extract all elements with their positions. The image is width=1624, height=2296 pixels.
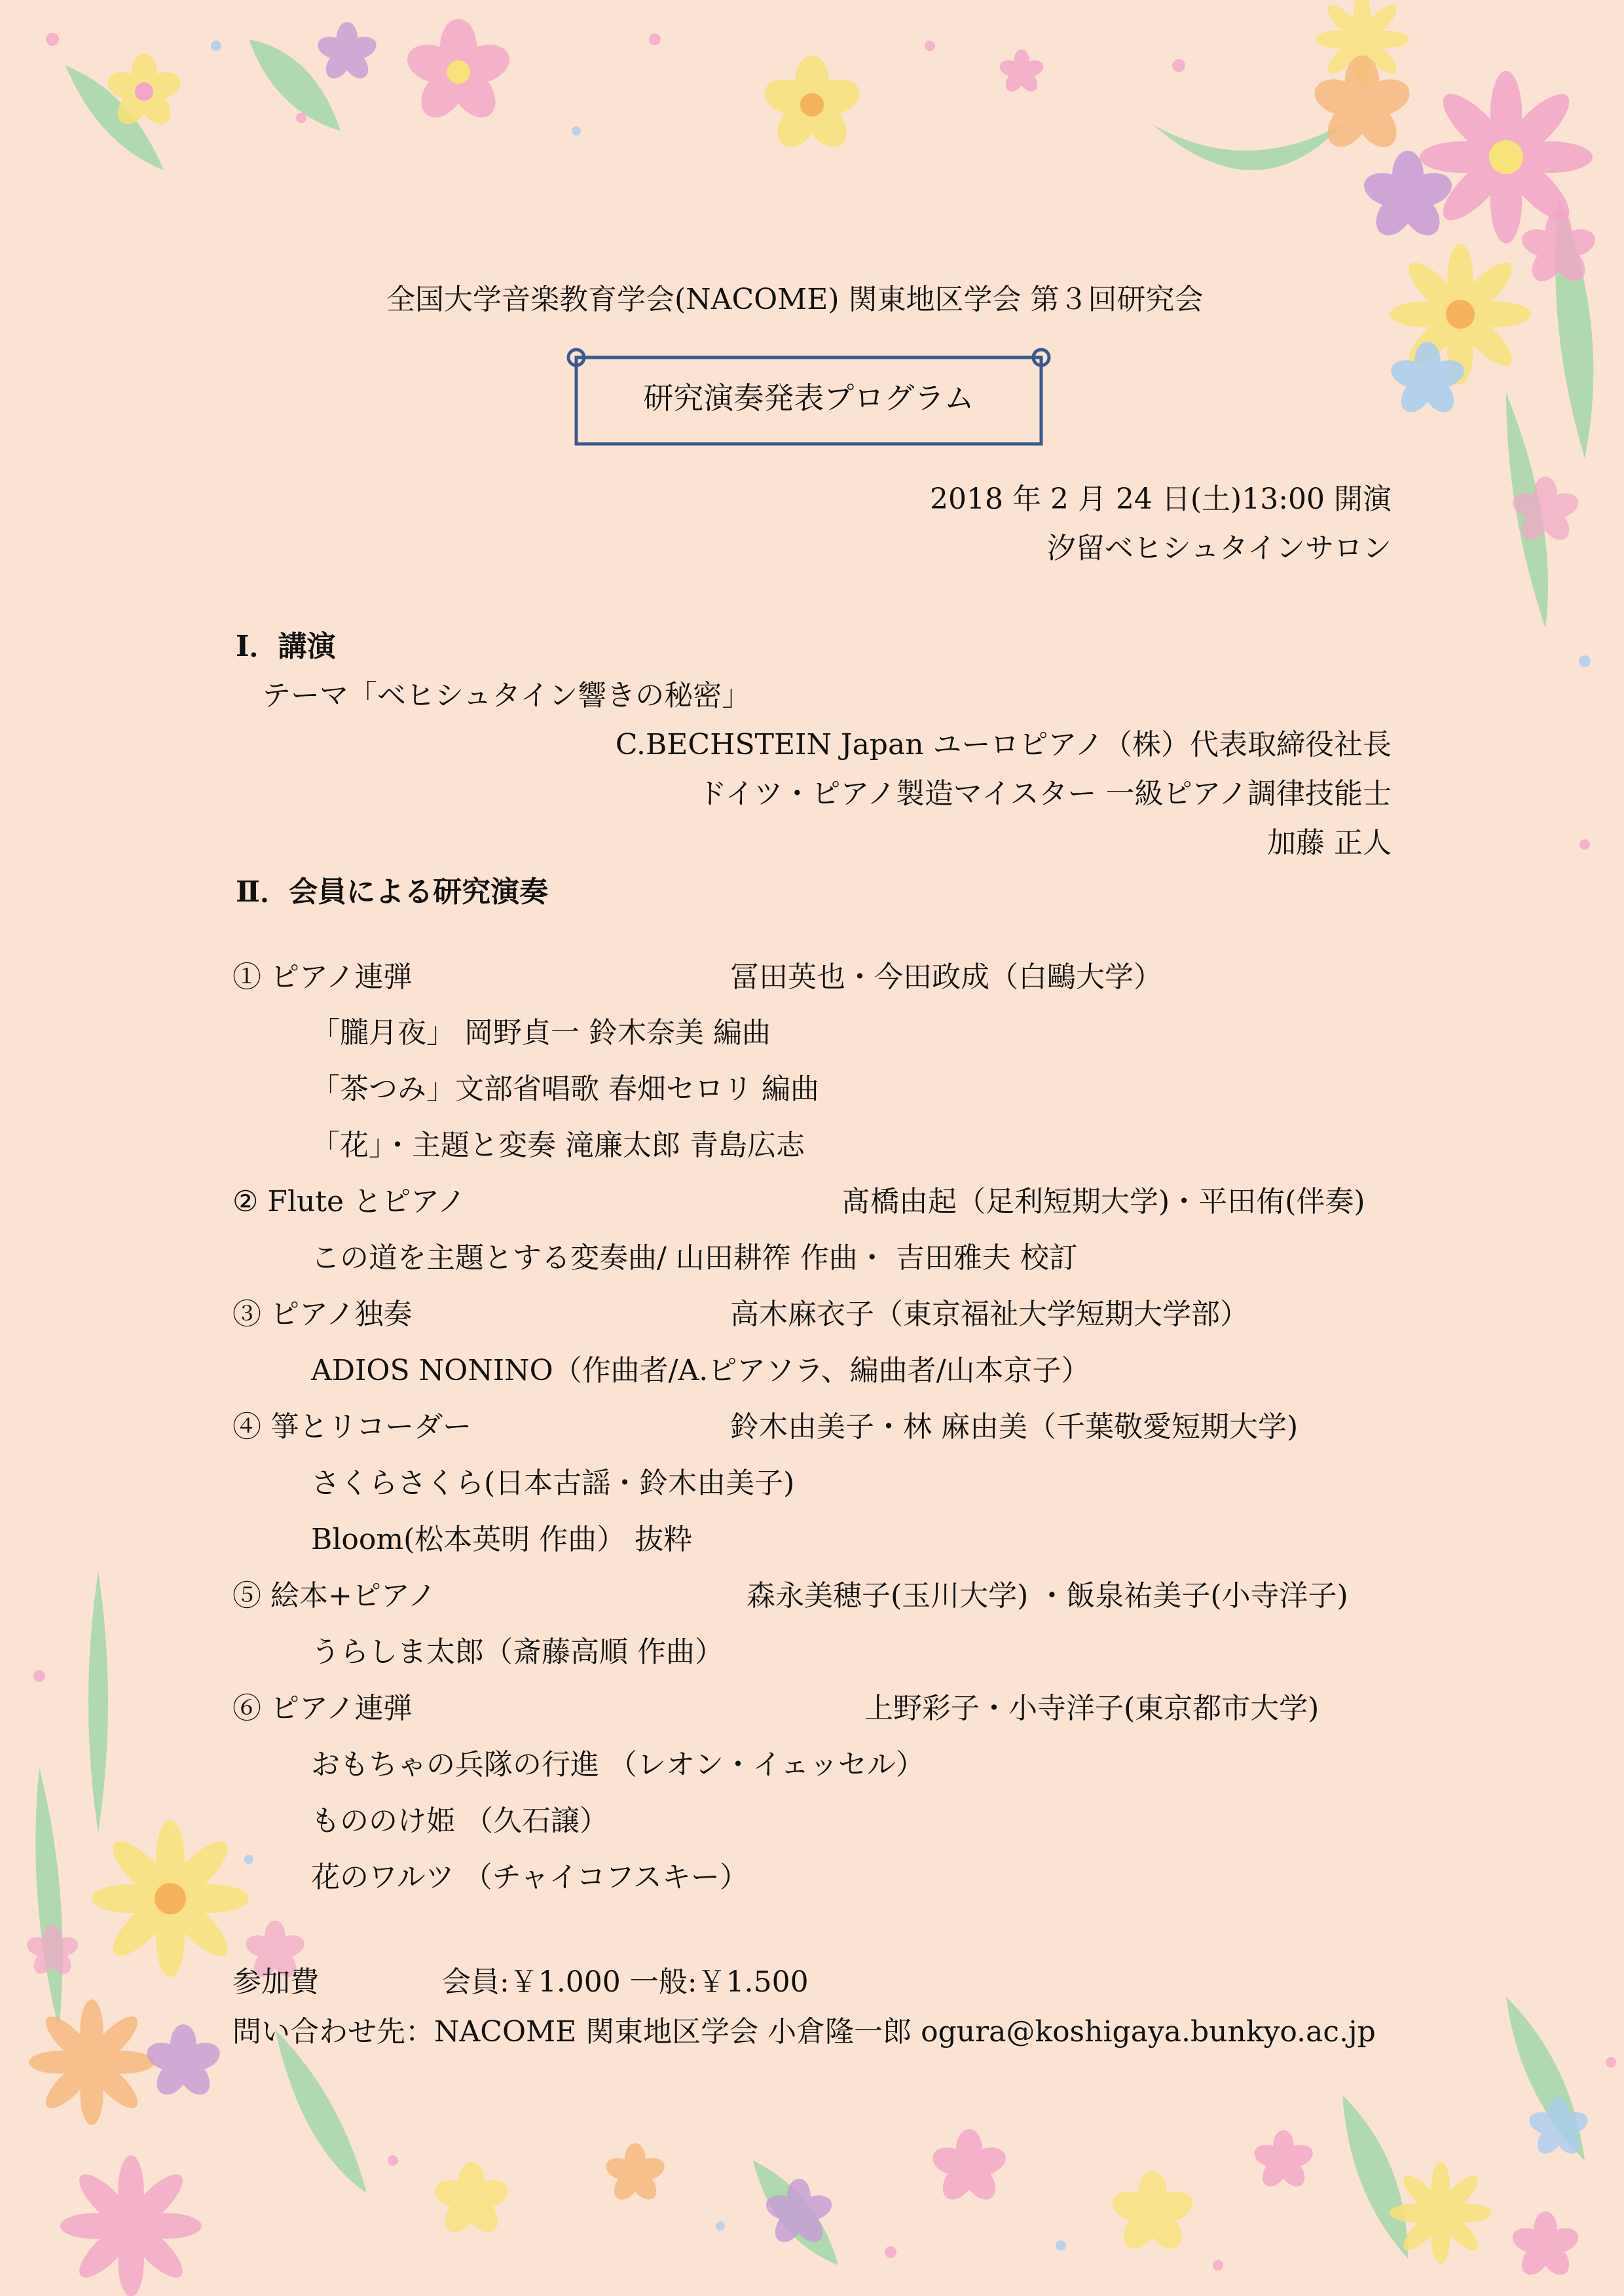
speaker-name: 加藤 正人 <box>1267 826 1392 860</box>
item-4-piece-2: Bloom(松本英明 作曲） 抜粋 <box>311 1523 693 1556</box>
speaker-title-2: ドイツ・ピアノ製造マイスター 一級ピアノ調律技能士 <box>697 777 1392 811</box>
lecture-theme: テーマ「ベヒシュタイン響きの秘密」 <box>262 679 751 712</box>
item-1-performers: 冨田英也・今田政成（白鷗大学） <box>730 960 1162 994</box>
item-3-performers: 高木麻衣子（東京福祉大学短期大学部） <box>730 1298 1249 1331</box>
item-2-piece-1: この道を主題とする変奏曲/ 山田耕筰 作曲・ 吉田雅夫 校訂 <box>311 1241 1078 1275</box>
item-5-label: ⑤ 絵本+ピアノ <box>232 1579 437 1613</box>
event-date: 2018 年 2 月 24 日(土)13:00 開演 <box>929 483 1392 516</box>
item-6-performers: 上野彩子・小寺洋子(東京都市大学) <box>864 1692 1320 1725</box>
item-1-piece-3: 「花」・主題と変奏 滝廉太郎 青島広志 <box>311 1129 805 1162</box>
item-1-piece-2: 「茶つみ」文部省唱歌 春畑セロリ 編曲 <box>311 1072 819 1106</box>
item-5-performers: 森永美穂子(玉川大学) ・飯泉祐美子(小寺洋子) <box>747 1579 1348 1613</box>
item-6-piece-1: おもちゃの兵隊の行進 （レオン・イェッセル） <box>311 1748 925 1781</box>
fee-label: 参加費 <box>232 1965 319 1999</box>
organizer-line: 全国大学音楽教育学会(NACOME) 関東地区学会 第３回研究会 <box>386 283 1204 316</box>
item-4-piece-1: さくらさくら(日本古謡・鈴木由美子) <box>311 1467 795 1500</box>
fee-value: 会員:￥1.000 一般:￥1.500 <box>442 1965 809 1999</box>
item-2-label: ② Flute とピアノ <box>232 1185 466 1218</box>
item-1-label: ① ピアノ連弾 <box>232 960 413 994</box>
item-1-piece-1: 「朧月夜」 岡野貞一 鈴木奈美 編曲 <box>311 1016 771 1049</box>
item-6-piece-2: もののけ姫 （久石譲） <box>311 1804 608 1838</box>
item-6-label: ⑥ ピアノ連弾 <box>232 1692 413 1725</box>
item-3-label: ③ ピアノ独奏 <box>232 1298 413 1331</box>
item-4-performers: 鈴木由美子・林 麻由美（千葉敬愛短期大学) <box>730 1410 1299 1444</box>
contact-info: 問い合わせ先：NACOME 関東地区学会 小倉隆一郎 ogura@koshigaya.bunkyo.ac.jp <box>232 2015 1376 2049</box>
event-venue: 汐留ベヒシュタインサロン <box>1046 532 1392 565</box>
program-title: 研究演奏発表プログラム <box>643 380 974 416</box>
item-2-performers: 髙橋由起（足利短期大学)・平田侑(伴奏) <box>841 1185 1365 1218</box>
section2-heading: Ⅱ．会員による研究演奏 <box>236 875 549 909</box>
item-4-label: ④ 箏とリコーダー <box>232 1410 472 1444</box>
speaker-title-1: C.BECHSTEIN Japan ユーロピアノ（株）代表取締役社長 <box>615 728 1392 761</box>
item-6-piece-3: 花のワルツ （チャイコフスキー） <box>311 1861 748 1894</box>
item-5-piece-1: うらしま太郎（斎藤高順 作曲） <box>311 1635 724 1669</box>
item-3-piece-1: ADIOS NONINO（作曲者/A.ピアソラ、編曲者/山本京子） <box>311 1354 1090 1387</box>
section1-heading: Ⅰ．講演 <box>236 630 336 663</box>
